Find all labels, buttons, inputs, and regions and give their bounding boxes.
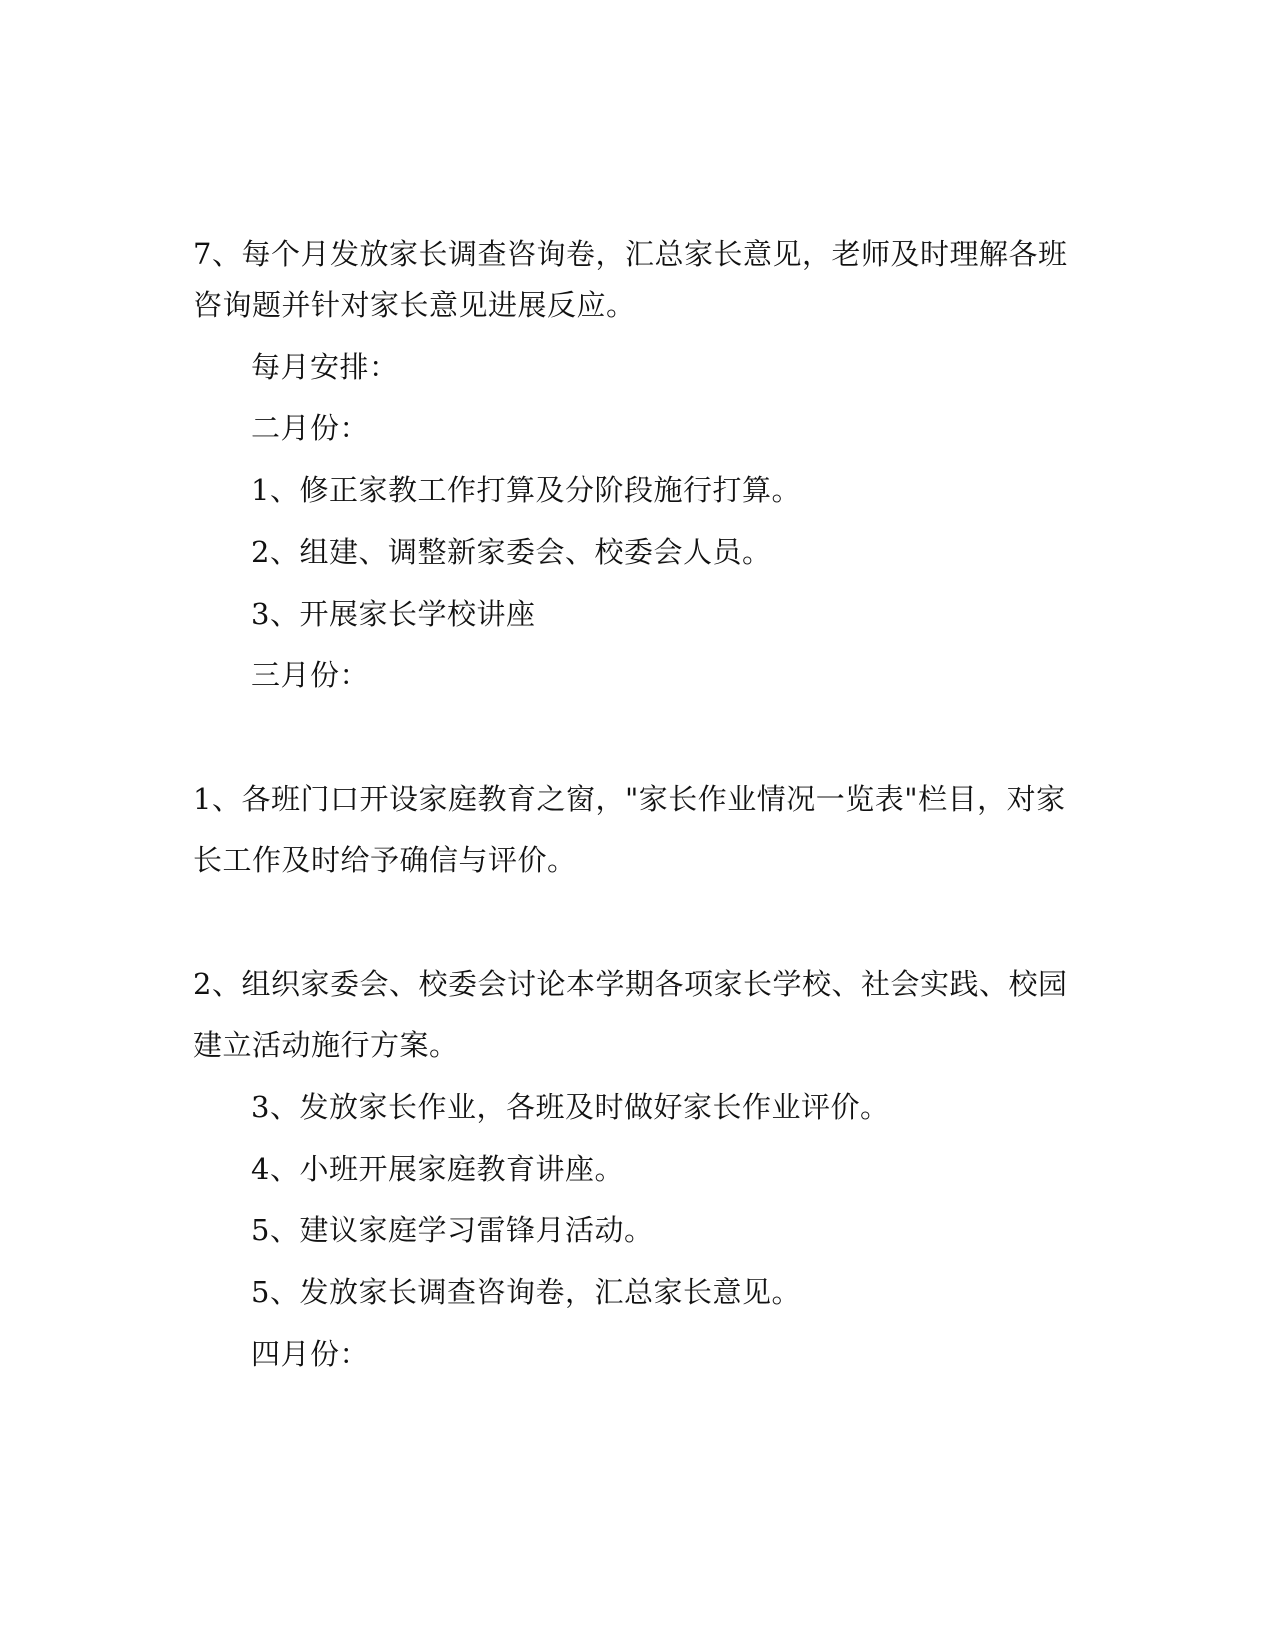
list-item: 3、发放家长作业，各班及时做好家长作业评价。 [251, 1090, 890, 1124]
paragraph-line: 长工作及时给予确信与评价。 [193, 843, 577, 877]
list-item: 4、小班开展家庭教育讲座。 [251, 1152, 624, 1186]
month-heading: 二月份： [251, 411, 370, 445]
paragraph-line: 咨询题并针对家长意见进展反应。 [193, 288, 636, 322]
section-heading: 每月安排： [251, 350, 399, 384]
list-item: 5、发放家长调查咨询卷，汇总家长意见。 [251, 1275, 801, 1309]
paragraph-line: 建立活动施行方案。 [193, 1028, 459, 1062]
list-item: 5、建议家庭学习雷锋月活动。 [251, 1213, 654, 1247]
paragraph-line: 1、各班门口开设家庭教育之窗，"家长作业情况一览表"栏目，对家 [193, 782, 1066, 816]
list-item: 3、开展家长学校讲座 [251, 597, 536, 631]
paragraph-line: 7、每个月发放家长调查咨询卷，汇总家长意见，老师及时理解各班 [193, 237, 1068, 271]
paragraph-line: 2、组织家委会、校委会讨论本学期各项家长学校、社会实践、校园 [193, 967, 1068, 1001]
month-heading: 四月份： [251, 1337, 370, 1371]
list-item: 2、组建、调整新家委会、校委会人员。 [251, 535, 772, 569]
month-heading: 三月份： [251, 658, 370, 692]
list-item: 1、修正家教工作打算及分阶段施行打算。 [251, 473, 801, 507]
